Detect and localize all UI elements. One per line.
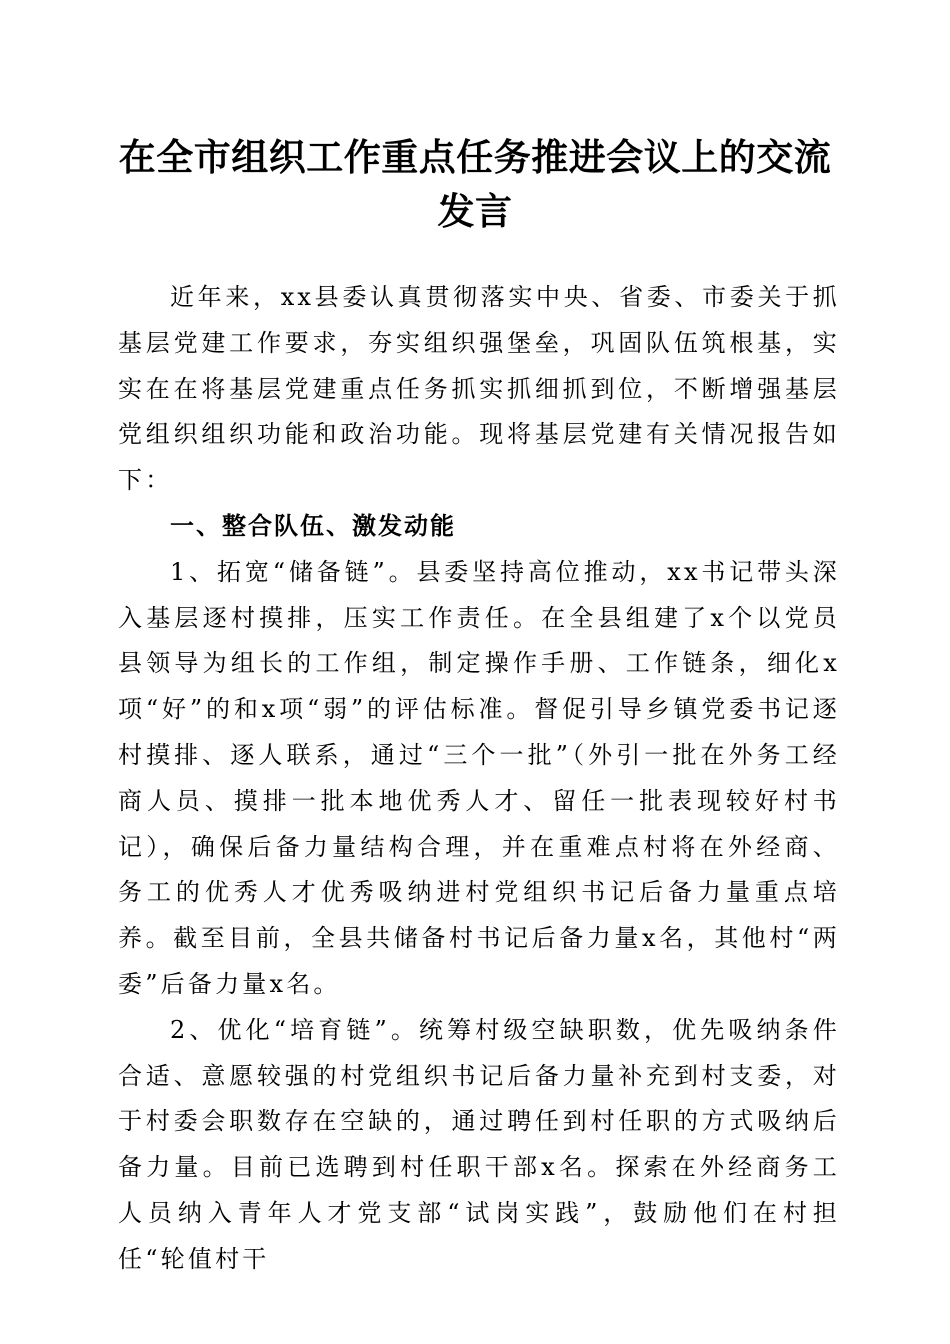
intro-paragraph: 近年来，xx县委认真贯彻落实中央、省委、市委关于抓基层党建工作要求，夯实组织强堡垒，巩固队伍筑根基，实实在在将基层党建重点任务抓实抓细抓到位，不断增强基层党组织组织功能和政治功能。现将基层党建有关情况报告如下： [118,283,840,495]
section-heading-1: 一、整合队伍、激发动能 [170,511,456,540]
document-body [118,275,840,1283]
document-title: 在全市组织工作重点任务推进会议上的交流发言 [118,135,832,233]
paragraph-reserve-chain: 1、拓宽“储备链”。县委坚持高位推动，xx书记带头深入基层逐村摸排，压实工作责任。在全县组建了x个以党员县领导为组长的工作组，制定操作手册、工作链条，细化x项“好”的和x项“弱”的评估标准。督促引导乡镇党委书记逐村摸排、逐人联系，通过“三个一批”（外引一批在外务工经商人员、摸排一批本地优秀人才、留任一批表现较好村书记），确保后备力量结构合理，并在重难点村将在外经商、务工的优秀人才优秀吸纳进村党组织书记后备力量重点培养。截至目前，全县共储备村书记后备力量x名，其他村“两委”后备力量x名。 [118,557,840,998]
paragraph-cultivation-chain: 2、优化“培育链”。统筹村级空缺职数，优先吸纳条件合适、意愿较强的村党组织书记后备力量补充到村支委，对于村委会职数存在空缺的，通过聘任到村任职的方式吸纳后备力量。目前已选聘到村任职干部x名。探索在外经商务工人员纳入青年人才党支部“试岗实践”，鼓励他们在村担任“轮值村干 [118,1015,840,1273]
